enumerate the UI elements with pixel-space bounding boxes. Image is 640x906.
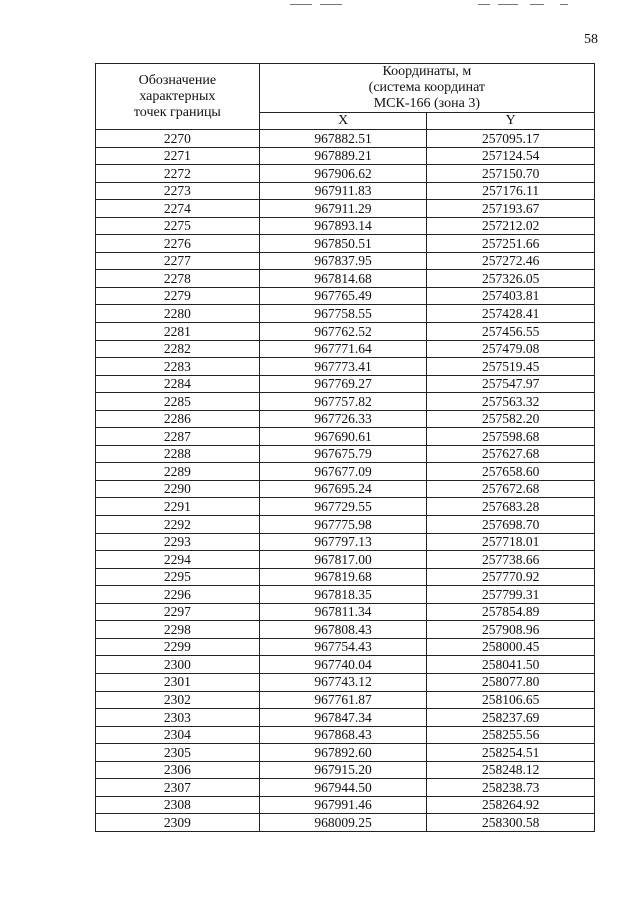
point-number-cell: 2288 [96, 445, 260, 463]
x-coordinate-cell: 967754.43 [259, 638, 427, 656]
y-coordinate-cell: 258106.65 [427, 691, 595, 709]
table-row [96, 305, 595, 323]
x-coordinate-cell: 967889.21 [259, 147, 427, 165]
x-column-header: X [259, 113, 427, 130]
table-row [96, 568, 595, 586]
y-coordinate-cell: 257718.01 [427, 533, 595, 551]
x-coordinate-cell: 967757.82 [259, 393, 427, 411]
table-row [96, 673, 595, 691]
table-row [96, 428, 595, 446]
point-designation-header: Обозначение характерных точек границы [96, 64, 260, 130]
point-number-cell: 2270 [96, 130, 260, 148]
table-row [96, 796, 595, 814]
point-number-cell: 2273 [96, 182, 260, 200]
y-coordinate-cell: 257519.45 [427, 358, 595, 376]
point-number-cell: 2283 [96, 358, 260, 376]
table-row [96, 744, 595, 762]
point-number-cell: 2303 [96, 709, 260, 727]
point-number-cell: 2294 [96, 551, 260, 569]
table-row [96, 358, 595, 376]
table-row [96, 445, 595, 463]
table-row [96, 200, 595, 218]
x-coordinate-cell: 967882.51 [259, 130, 427, 148]
y-coordinate-cell: 257095.17 [427, 130, 595, 148]
point-number-cell: 2280 [96, 305, 260, 323]
table-row [96, 393, 595, 411]
x-coordinate-cell: 967675.79 [259, 445, 427, 463]
point-number-cell: 2271 [96, 147, 260, 165]
y-coordinate-cell: 257698.70 [427, 516, 595, 534]
x-coordinate-cell: 967729.55 [259, 498, 427, 516]
coordinates-header: Координаты, м (система координат МСК-166 (зона 3) [259, 64, 594, 113]
x-coordinate-cell: 967818.35 [259, 586, 427, 604]
table-row [96, 603, 595, 621]
point-number-cell: 2300 [96, 656, 260, 674]
coordinates-table [95, 63, 595, 832]
y-coordinate-cell: 257456.55 [427, 323, 595, 341]
table-row [96, 340, 595, 358]
table-header [96, 64, 595, 130]
table-row [96, 165, 595, 183]
point-number-cell: 2292 [96, 516, 260, 534]
table-row [96, 498, 595, 516]
point-number-cell: 2301 [96, 673, 260, 691]
table-body [96, 130, 595, 832]
point-number-cell: 2289 [96, 463, 260, 481]
y-coordinate-cell: 257658.60 [427, 463, 595, 481]
y-coordinate-cell: 258000.45 [427, 638, 595, 656]
table-row [96, 375, 595, 393]
point-number-cell: 2306 [96, 761, 260, 779]
point-number-cell: 2297 [96, 603, 260, 621]
y-coordinate-cell: 258237.69 [427, 709, 595, 727]
y-coordinate-cell: 257150.70 [427, 165, 595, 183]
y-coordinate-cell: 257563.32 [427, 393, 595, 411]
point-number-cell: 2274 [96, 200, 260, 218]
y-coordinate-cell: 257683.28 [427, 498, 595, 516]
y-coordinate-cell: 257326.05 [427, 270, 595, 288]
y-coordinate-cell: 257193.67 [427, 200, 595, 218]
y-coordinate-cell: 257738.66 [427, 551, 595, 569]
x-coordinate-cell: 967761.87 [259, 691, 427, 709]
table-row [96, 726, 595, 744]
x-coordinate-cell: 967797.13 [259, 533, 427, 551]
table-row [96, 252, 595, 270]
y-coordinate-cell: 257854.89 [427, 603, 595, 621]
x-coordinate-cell: 968009.25 [259, 814, 427, 832]
point-number-cell: 2286 [96, 410, 260, 428]
y-coordinate-cell: 258255.56 [427, 726, 595, 744]
point-number-cell: 2279 [96, 287, 260, 305]
table-row [96, 287, 595, 305]
x-coordinate-cell: 967758.55 [259, 305, 427, 323]
x-coordinate-cell: 967808.43 [259, 621, 427, 639]
y-coordinate-cell: 257908.96 [427, 621, 595, 639]
y-coordinate-cell: 258300.58 [427, 814, 595, 832]
x-coordinate-cell: 967817.00 [259, 551, 427, 569]
point-number-cell: 2291 [96, 498, 260, 516]
x-coordinate-cell: 967906.62 [259, 165, 427, 183]
page-number: 58 [584, 32, 598, 47]
y-coordinate-cell: 257124.54 [427, 147, 595, 165]
y-coordinate-cell: 257672.68 [427, 480, 595, 498]
point-number-cell: 2287 [96, 428, 260, 446]
y-coordinate-cell: 257251.66 [427, 235, 595, 253]
y-column-header: Y [427, 113, 595, 130]
point-number-cell: 2276 [96, 235, 260, 253]
x-coordinate-cell: 967740.04 [259, 656, 427, 674]
x-coordinate-cell: 967911.83 [259, 182, 427, 200]
y-coordinate-cell: 257598.68 [427, 428, 595, 446]
scan-artifact-marks [290, 4, 590, 8]
point-number-cell: 2277 [96, 252, 260, 270]
table-row [96, 480, 595, 498]
x-coordinate-cell: 967911.29 [259, 200, 427, 218]
x-coordinate-cell: 967743.12 [259, 673, 427, 691]
x-coordinate-cell: 967944.50 [259, 779, 427, 797]
y-coordinate-cell: 258248.12 [427, 761, 595, 779]
y-coordinate-cell: 258238.73 [427, 779, 595, 797]
table-row [96, 463, 595, 481]
table-row [96, 130, 595, 148]
table-row [96, 551, 595, 569]
table-row [96, 516, 595, 534]
point-number-cell: 2295 [96, 568, 260, 586]
point-number-cell: 2290 [96, 480, 260, 498]
x-coordinate-cell: 967915.20 [259, 761, 427, 779]
point-number-cell: 2304 [96, 726, 260, 744]
y-coordinate-cell: 257403.81 [427, 287, 595, 305]
point-number-cell: 2281 [96, 323, 260, 341]
y-coordinate-cell: 257627.68 [427, 445, 595, 463]
point-number-cell: 2278 [96, 270, 260, 288]
point-number-cell: 2296 [96, 586, 260, 604]
point-number-cell: 2272 [96, 165, 260, 183]
y-coordinate-cell: 257479.08 [427, 340, 595, 358]
table-row [96, 814, 595, 832]
x-coordinate-cell: 967847.34 [259, 709, 427, 727]
point-number-cell: 2275 [96, 217, 260, 235]
y-coordinate-cell: 258264.92 [427, 796, 595, 814]
x-coordinate-cell: 967762.52 [259, 323, 427, 341]
y-coordinate-cell: 258041.50 [427, 656, 595, 674]
y-coordinate-cell: 257272.46 [427, 252, 595, 270]
point-number-cell: 2307 [96, 779, 260, 797]
y-coordinate-cell: 257176.11 [427, 182, 595, 200]
y-coordinate-cell: 257428.41 [427, 305, 595, 323]
table-row [96, 779, 595, 797]
table-row [96, 182, 595, 200]
x-coordinate-cell: 967850.51 [259, 235, 427, 253]
table-row [96, 656, 595, 674]
table-row [96, 638, 595, 656]
table-row [96, 761, 595, 779]
x-coordinate-cell: 967868.43 [259, 726, 427, 744]
table-row [96, 147, 595, 165]
x-coordinate-cell: 967773.41 [259, 358, 427, 376]
table-row [96, 621, 595, 639]
y-coordinate-cell: 257799.31 [427, 586, 595, 604]
point-number-cell: 2309 [96, 814, 260, 832]
table-row [96, 217, 595, 235]
x-coordinate-cell: 967726.33 [259, 410, 427, 428]
x-coordinate-cell: 967814.68 [259, 270, 427, 288]
point-number-cell: 2305 [96, 744, 260, 762]
x-coordinate-cell: 967677.09 [259, 463, 427, 481]
y-coordinate-cell: 258077.80 [427, 673, 595, 691]
table-row [96, 533, 595, 551]
x-coordinate-cell: 967811.34 [259, 603, 427, 621]
x-coordinate-cell: 967837.95 [259, 252, 427, 270]
x-coordinate-cell: 967769.27 [259, 375, 427, 393]
x-coordinate-cell: 967991.46 [259, 796, 427, 814]
table-row [96, 235, 595, 253]
x-coordinate-cell: 967765.49 [259, 287, 427, 305]
point-number-cell: 2284 [96, 375, 260, 393]
x-coordinate-cell: 967819.68 [259, 568, 427, 586]
point-number-cell: 2302 [96, 691, 260, 709]
table-row [96, 586, 595, 604]
point-number-cell: 2282 [96, 340, 260, 358]
y-coordinate-cell: 257582.20 [427, 410, 595, 428]
x-coordinate-cell: 967695.24 [259, 480, 427, 498]
x-coordinate-cell: 967892.60 [259, 744, 427, 762]
y-coordinate-cell: 257547.97 [427, 375, 595, 393]
table-row [96, 323, 595, 341]
point-number-cell: 2293 [96, 533, 260, 551]
table-row [96, 410, 595, 428]
point-number-cell: 2298 [96, 621, 260, 639]
x-coordinate-cell: 967775.98 [259, 516, 427, 534]
x-coordinate-cell: 967771.64 [259, 340, 427, 358]
point-number-cell: 2299 [96, 638, 260, 656]
table-row [96, 709, 595, 727]
table-row [96, 691, 595, 709]
x-coordinate-cell: 967893.14 [259, 217, 427, 235]
y-coordinate-cell: 257212.02 [427, 217, 595, 235]
point-number-cell: 2308 [96, 796, 260, 814]
point-number-cell: 2285 [96, 393, 260, 411]
y-coordinate-cell: 258254.51 [427, 744, 595, 762]
y-coordinate-cell: 257770.92 [427, 568, 595, 586]
table-row [96, 270, 595, 288]
x-coordinate-cell: 967690.61 [259, 428, 427, 446]
